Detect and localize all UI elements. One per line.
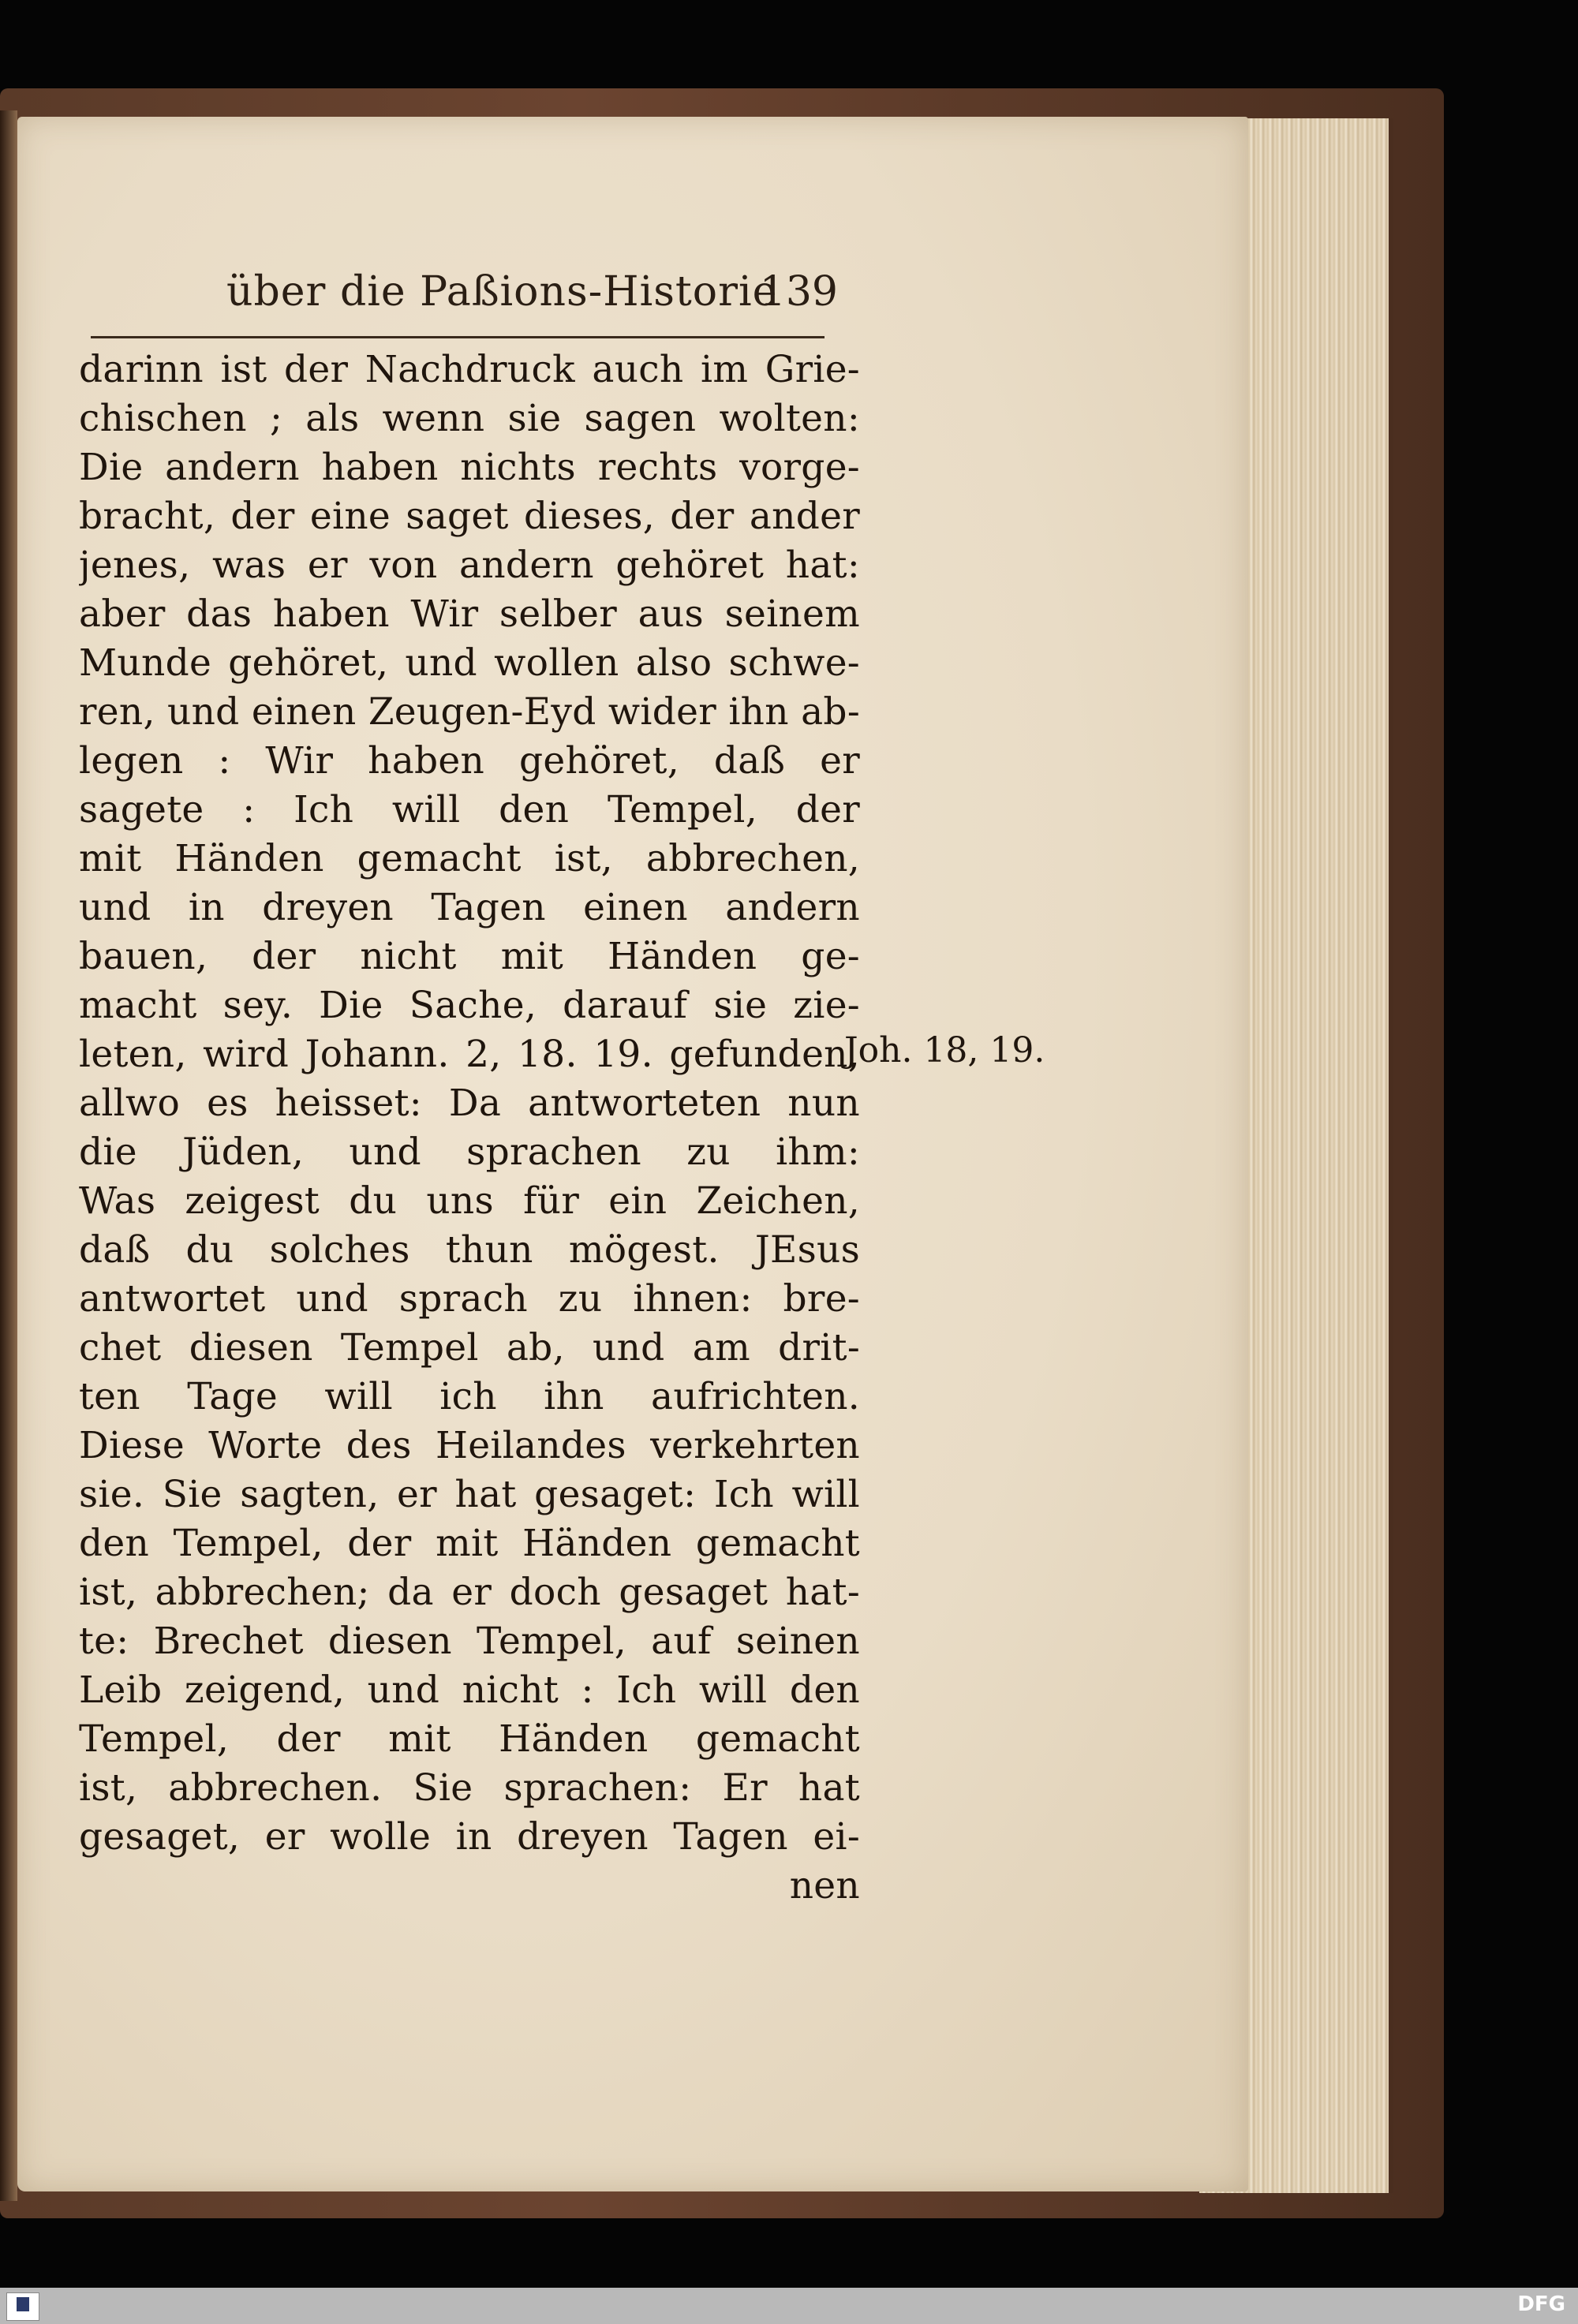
header-rule bbox=[91, 336, 825, 338]
text-line: bracht, der eine saget dieses, der ander bbox=[79, 495, 860, 538]
marginal-note: Joh. 18, 19. bbox=[844, 1030, 1045, 1070]
text-line: Tempel, der mit Händen gemacht bbox=[79, 1717, 860, 1761]
text-line: ren, und einen Zeugen-Eyd wider ihn ab- bbox=[79, 690, 860, 734]
running-head bbox=[88, 268, 838, 331]
text-line: macht sey. Die Sache, darauf sie zie- bbox=[79, 984, 860, 1027]
text-line: jenes, was er von andern gehöret hat: bbox=[79, 544, 860, 587]
text-line: den Tempel, der mit Händen gemacht bbox=[79, 1522, 860, 1565]
text-line: antwortet und sprach zu ihnen: bre- bbox=[79, 1277, 860, 1321]
text-line: ten Tage will ich ihn aufrichten. bbox=[79, 1375, 860, 1418]
text-line: ist, abbrechen. Sie sprachen: Er hat bbox=[79, 1766, 860, 1810]
text-block bbox=[79, 346, 860, 1911]
text-line: die Jüden, und sprachen zu ihm: bbox=[79, 1130, 860, 1174]
page-number: 139 bbox=[759, 268, 838, 316]
text-line: leten, wird Johann. 2, 18. 19. gefunden, bbox=[79, 1033, 860, 1076]
text-line: und in dreyen Tagen einen andern bbox=[79, 886, 860, 929]
running-title: über die Paßions-Historie bbox=[226, 268, 778, 316]
text-line: legen : Wir haben gehöret, daß er bbox=[79, 739, 860, 783]
viewer-footer bbox=[0, 2288, 1578, 2324]
text-line: ist, abbrechen; da er doch gesaget hat- bbox=[79, 1571, 860, 1614]
text-line: sie. Sie sagten, er hat gesaget: Ich will bbox=[79, 1473, 860, 1516]
text-line: Diese Worte des Heilandes verkehrten bbox=[79, 1424, 860, 1467]
book-gutter bbox=[0, 110, 17, 2201]
text-line: Die andern haben nichts rechts vorge- bbox=[79, 446, 860, 489]
text-line: chet diesen Tempel ab, und am drit- bbox=[79, 1326, 860, 1369]
text-line: Leib zeigend, und nicht : Ich will den bbox=[79, 1668, 860, 1712]
text-line: gesaget, er wolle in dreyen Tagen ei- bbox=[79, 1815, 860, 1859]
text-line: sagete : Ich will den Tempel, der bbox=[79, 788, 860, 831]
text-line: mit Händen gemacht ist, abbrechen, bbox=[79, 837, 860, 880]
text-line: te: Brechet diesen Tempel, auf seinen bbox=[79, 1620, 860, 1663]
text-line: darinn ist der Nachdruck auch im Grie- bbox=[79, 348, 860, 391]
dfg-label: DFG bbox=[1517, 2292, 1565, 2316]
text-line: daß du solches thun mögest. JEsus bbox=[79, 1228, 860, 1272]
text-line: aber das haben Wir selber aus seinem bbox=[79, 592, 860, 636]
text-line: allwo es heisset: Da antworteten nun bbox=[79, 1082, 860, 1125]
text-line: Was zeigest du uns für ein Zeichen, bbox=[79, 1179, 860, 1223]
text-line: chischen ; als wenn sie sagen wolten: bbox=[79, 397, 860, 440]
text-line: Munde gehöret, und wollen also schwe- bbox=[79, 641, 860, 685]
library-logo-icon bbox=[6, 2292, 39, 2321]
text-line: bauen, der nicht mit Händen ge- bbox=[79, 935, 860, 978]
catchword: nen bbox=[789, 1864, 860, 1907]
